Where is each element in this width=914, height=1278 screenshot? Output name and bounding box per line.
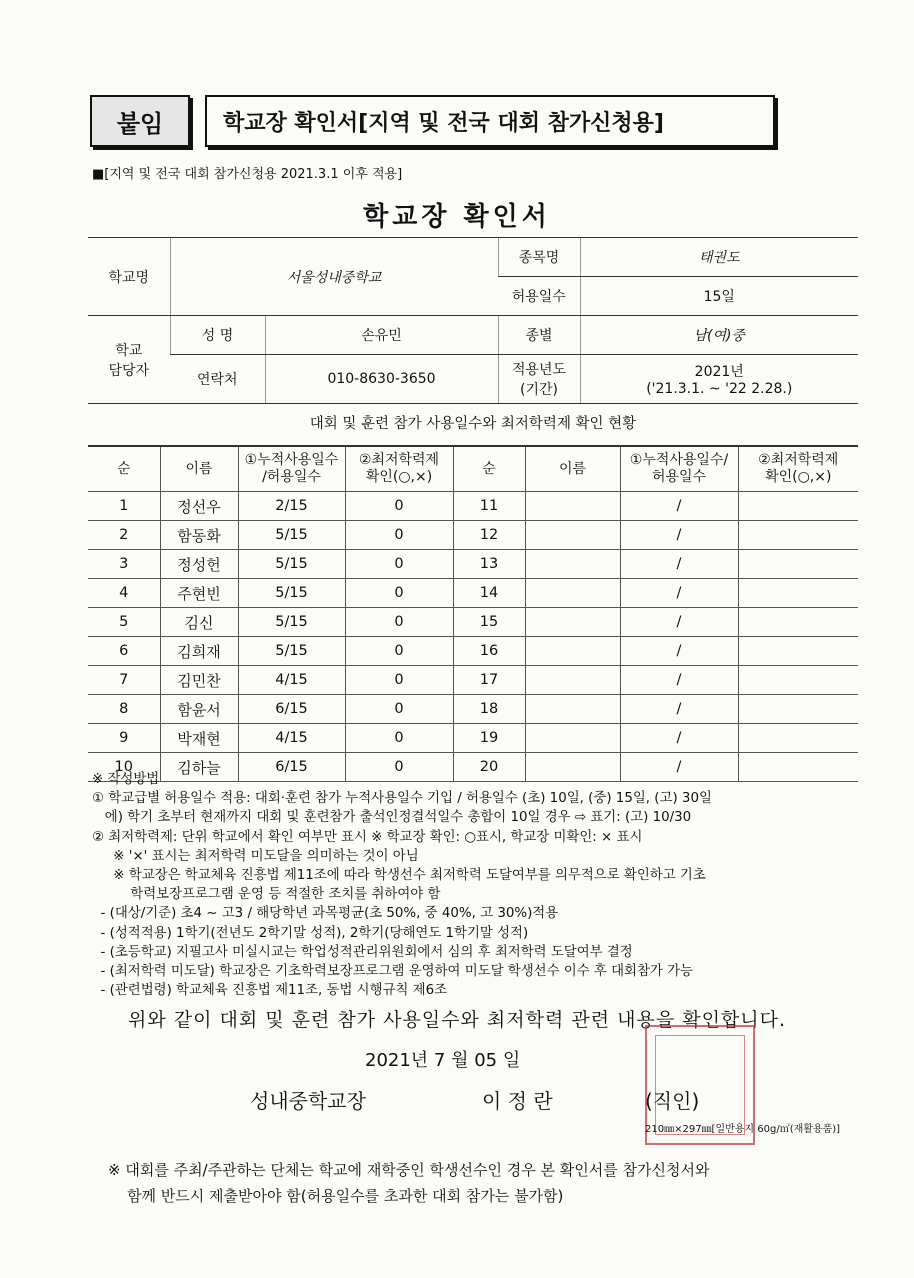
person-label: 학교 담당자 [88, 316, 170, 404]
seal-note: (직인) [645, 1089, 700, 1113]
instruction-line: - (최저학력 미도달) 학교장은 기초학력보장프로그램 운영하여 미도달 학생선수 이수 후 대회참가 가능 [92, 964, 693, 980]
instruction-line: ※ 학교장은 학교체육 진흥법 제11조에 따라 학생선수 최저학력 도달여부를 의무적으로 확인하고 기초 [92, 868, 706, 884]
row-days: 5/15 [238, 550, 345, 579]
row-name-right [525, 550, 620, 579]
row-days: 6/15 [238, 695, 345, 724]
row-no-right: 13 [453, 550, 525, 579]
row-name-right [525, 695, 620, 724]
row-days-right: / [620, 579, 738, 608]
school-principal-title: 성내중학교장 [250, 1089, 366, 1113]
row-no-right: 18 [453, 695, 525, 724]
row-no-right: 19 [453, 724, 525, 753]
row-min-right [738, 666, 858, 695]
header-no: 순 [88, 446, 160, 492]
name-label: 성 명 [170, 316, 265, 355]
row-min-right [738, 608, 858, 637]
row-no: 10 [88, 753, 160, 782]
event-label: 종목명 [498, 238, 580, 277]
row-no-right: 20 [453, 753, 525, 782]
school-value: 서울성내중학교 [170, 238, 498, 316]
name-value: 손유민 [265, 316, 498, 355]
row-min-right [738, 695, 858, 724]
row-days: 6/15 [238, 753, 345, 782]
row-min-right [738, 724, 858, 753]
row-days-right: / [620, 492, 738, 521]
table-row [88, 695, 858, 724]
table-row [88, 608, 858, 637]
row-min: 0 [345, 637, 453, 666]
instruction-line: ② 최저학력제: 단위 학교에서 확인 여부만 표시 ※ 학교장 확인: ○표시, 학교장 미확인: × 표시 [92, 829, 643, 845]
section-title: 대회 및 훈련 참가 사용일수와 최저학력제 확인 현황 [309, 416, 637, 432]
row-min-right [738, 521, 858, 550]
attachment-tag: 붙임 [90, 95, 190, 147]
header-days: ①누적사용일수 /허용일수 [238, 446, 345, 492]
principal-name: 이 정 란 [482, 1089, 553, 1113]
row-min: 0 [345, 695, 453, 724]
participation-table [88, 445, 858, 782]
row-name-right [525, 608, 620, 637]
applicability-note: ■[지역 및 전국 대회 참가신청용 2021.3.1 이후 적용] [92, 167, 403, 182]
row-no-right: 12 [453, 521, 525, 550]
table-row [88, 550, 858, 579]
row-days-right: / [620, 753, 738, 782]
row-days: 2/15 [238, 492, 345, 521]
info-table [88, 237, 858, 404]
row-name: 김하늘 [160, 753, 238, 782]
header-name-right: 이름 [525, 446, 620, 492]
header-days-right: ①누적사용일수/ 허용일수 [620, 446, 738, 492]
row-no-right: 16 [453, 637, 525, 666]
contact-label: 연락처 [170, 355, 265, 404]
row-days-right: / [620, 695, 738, 724]
row-days-right: / [620, 724, 738, 753]
row-days-right: / [620, 666, 738, 695]
row-no: 3 [88, 550, 160, 579]
header-title: 학교장 확인서[지역 및 전국 대회 참가신청용] [205, 95, 775, 147]
row-no: 4 [88, 579, 160, 608]
table-row [88, 492, 858, 521]
footer-note [108, 1157, 709, 1209]
instruction-line: ※ 작성방법 [92, 772, 160, 787]
table-row [88, 521, 858, 550]
footer-line: 함께 반드시 제출받아야 함(허용일수를 초과한 대회 참가는 불가함) [108, 1187, 564, 1205]
row-min: 0 [345, 521, 453, 550]
row-no: 2 [88, 521, 160, 550]
row-no: 5 [88, 608, 160, 637]
row-name-right [525, 637, 620, 666]
instruction-line: - (성적적용) 1학기(전년도 2학기말 성적), 2학기(당해연도 1학기말 성적) [92, 925, 529, 941]
row-min: 0 [345, 608, 453, 637]
row-min: 0 [345, 753, 453, 782]
row-days: 5/15 [238, 521, 345, 550]
row-no: 9 [88, 724, 160, 753]
row-days-right: / [620, 637, 738, 666]
row-name-right [525, 492, 620, 521]
row-days: 4/15 [238, 724, 345, 753]
row-name-right [525, 521, 620, 550]
table-row [88, 637, 858, 666]
row-min-right [738, 550, 858, 579]
row-min: 0 [345, 492, 453, 521]
row-no-right: 14 [453, 579, 525, 608]
row-days-right: / [620, 550, 738, 579]
row-no: 6 [88, 637, 160, 666]
footer-line: ※ 대회를 주최/주관하는 단체는 학교에 재학중인 학생선수인 경우 본 확인서를 참가신청서와 [108, 1161, 710, 1179]
paper-spec: 210㎜×297㎜[일반용지 60g/㎡(재활용품)] [645, 1124, 841, 1135]
row-name: 함윤서 [160, 695, 238, 724]
row-no: 7 [88, 666, 160, 695]
row-days: 5/15 [238, 579, 345, 608]
row-no: 8 [88, 695, 160, 724]
instruction-line: 학력보장프로그램 운영 등 적절한 조치를 취하여야 함 [92, 887, 441, 903]
instruction-line: ① 학교급별 허용일수 적용: 대회·훈련 참가 누적사용일수 기입 / 허용일수 (초) 10일, (중) 15일, (고) 30일 [92, 791, 712, 807]
issue-date: 2021년 7 월 05 일 [365, 1050, 521, 1071]
instructions [92, 770, 872, 1000]
row-name: 박재현 [160, 724, 238, 753]
row-name: 함동화 [160, 521, 238, 550]
row-min: 0 [345, 666, 453, 695]
row-name-right [525, 666, 620, 695]
row-name: 김민찬 [160, 666, 238, 695]
school-label: 학교명 [88, 238, 170, 316]
row-name: 김신 [160, 608, 238, 637]
row-name-right [525, 579, 620, 608]
period-label: 적용년도 (기간) [498, 355, 580, 404]
row-name: 주현빈 [160, 579, 238, 608]
event-value: 태권도 [580, 238, 858, 277]
days-value: 15일 [580, 277, 858, 316]
row-no-right: 11 [453, 492, 525, 521]
row-min-right [738, 637, 858, 666]
row-min: 0 [345, 724, 453, 753]
gender-value: 남(여)중 [580, 316, 858, 355]
confirmation-statement: 위와 같이 대회 및 훈련 참가 사용일수와 최저학력 관련 내용을 확인합니다. [127, 1009, 787, 1031]
instruction-line: ※ '×' 표시는 최저학력 미도달을 의미하는 것이 아님 [92, 848, 419, 864]
row-days-right: / [620, 521, 738, 550]
row-no: 1 [88, 492, 160, 521]
header-no-right: 순 [453, 446, 525, 492]
table-row [88, 579, 858, 608]
gender-label: 종별 [498, 316, 580, 355]
instruction-line: 에) 학기 초부터 현재까지 대회 및 훈련참가 출석인정결석일수 총합이 10일 경우 ⇨ 표기: (고) 10/30 [92, 810, 692, 826]
instruction-line: - (초등학교) 지필고사 미실시교는 학업성적관리위원회에서 심의 후 최저학력 도달여부 결정 [92, 944, 633, 960]
header-min-right: ②최저학력제 확인(○,×) [738, 446, 858, 492]
document-title: 학교장 확인서 [363, 202, 551, 232]
period-value: 2021년 ('21.3.1. ~ '22 2.28.) [580, 355, 858, 404]
row-no-right: 15 [453, 608, 525, 637]
row-name: 김희재 [160, 637, 238, 666]
days-label: 허용일수 [498, 277, 580, 316]
table-row [88, 724, 858, 753]
row-name-right [525, 724, 620, 753]
table-row [88, 666, 858, 695]
row-min-right [738, 492, 858, 521]
instruction-line: - (관련법령) 학교체육 진흥법 제11조, 동법 시행규칙 제6조 [92, 983, 448, 999]
row-name: 정선우 [160, 492, 238, 521]
row-days: 5/15 [238, 637, 345, 666]
row-days-right: / [620, 608, 738, 637]
row-name: 정성헌 [160, 550, 238, 579]
row-min: 0 [345, 550, 453, 579]
instruction-line: - (대상/기준) 초4 ~ 고3 / 해당학년 과목평균(초 50%, 중 40%, 고 30%)적용 [92, 906, 559, 922]
row-min: 0 [345, 579, 453, 608]
row-days: 4/15 [238, 666, 345, 695]
header-name: 이름 [160, 446, 238, 492]
row-no-right: 17 [453, 666, 525, 695]
row-days: 5/15 [238, 608, 345, 637]
header-min: ②최저학력제 확인(○,×) [345, 446, 453, 492]
row-min-right [738, 579, 858, 608]
contact-value: 010-8630-3650 [265, 355, 498, 404]
